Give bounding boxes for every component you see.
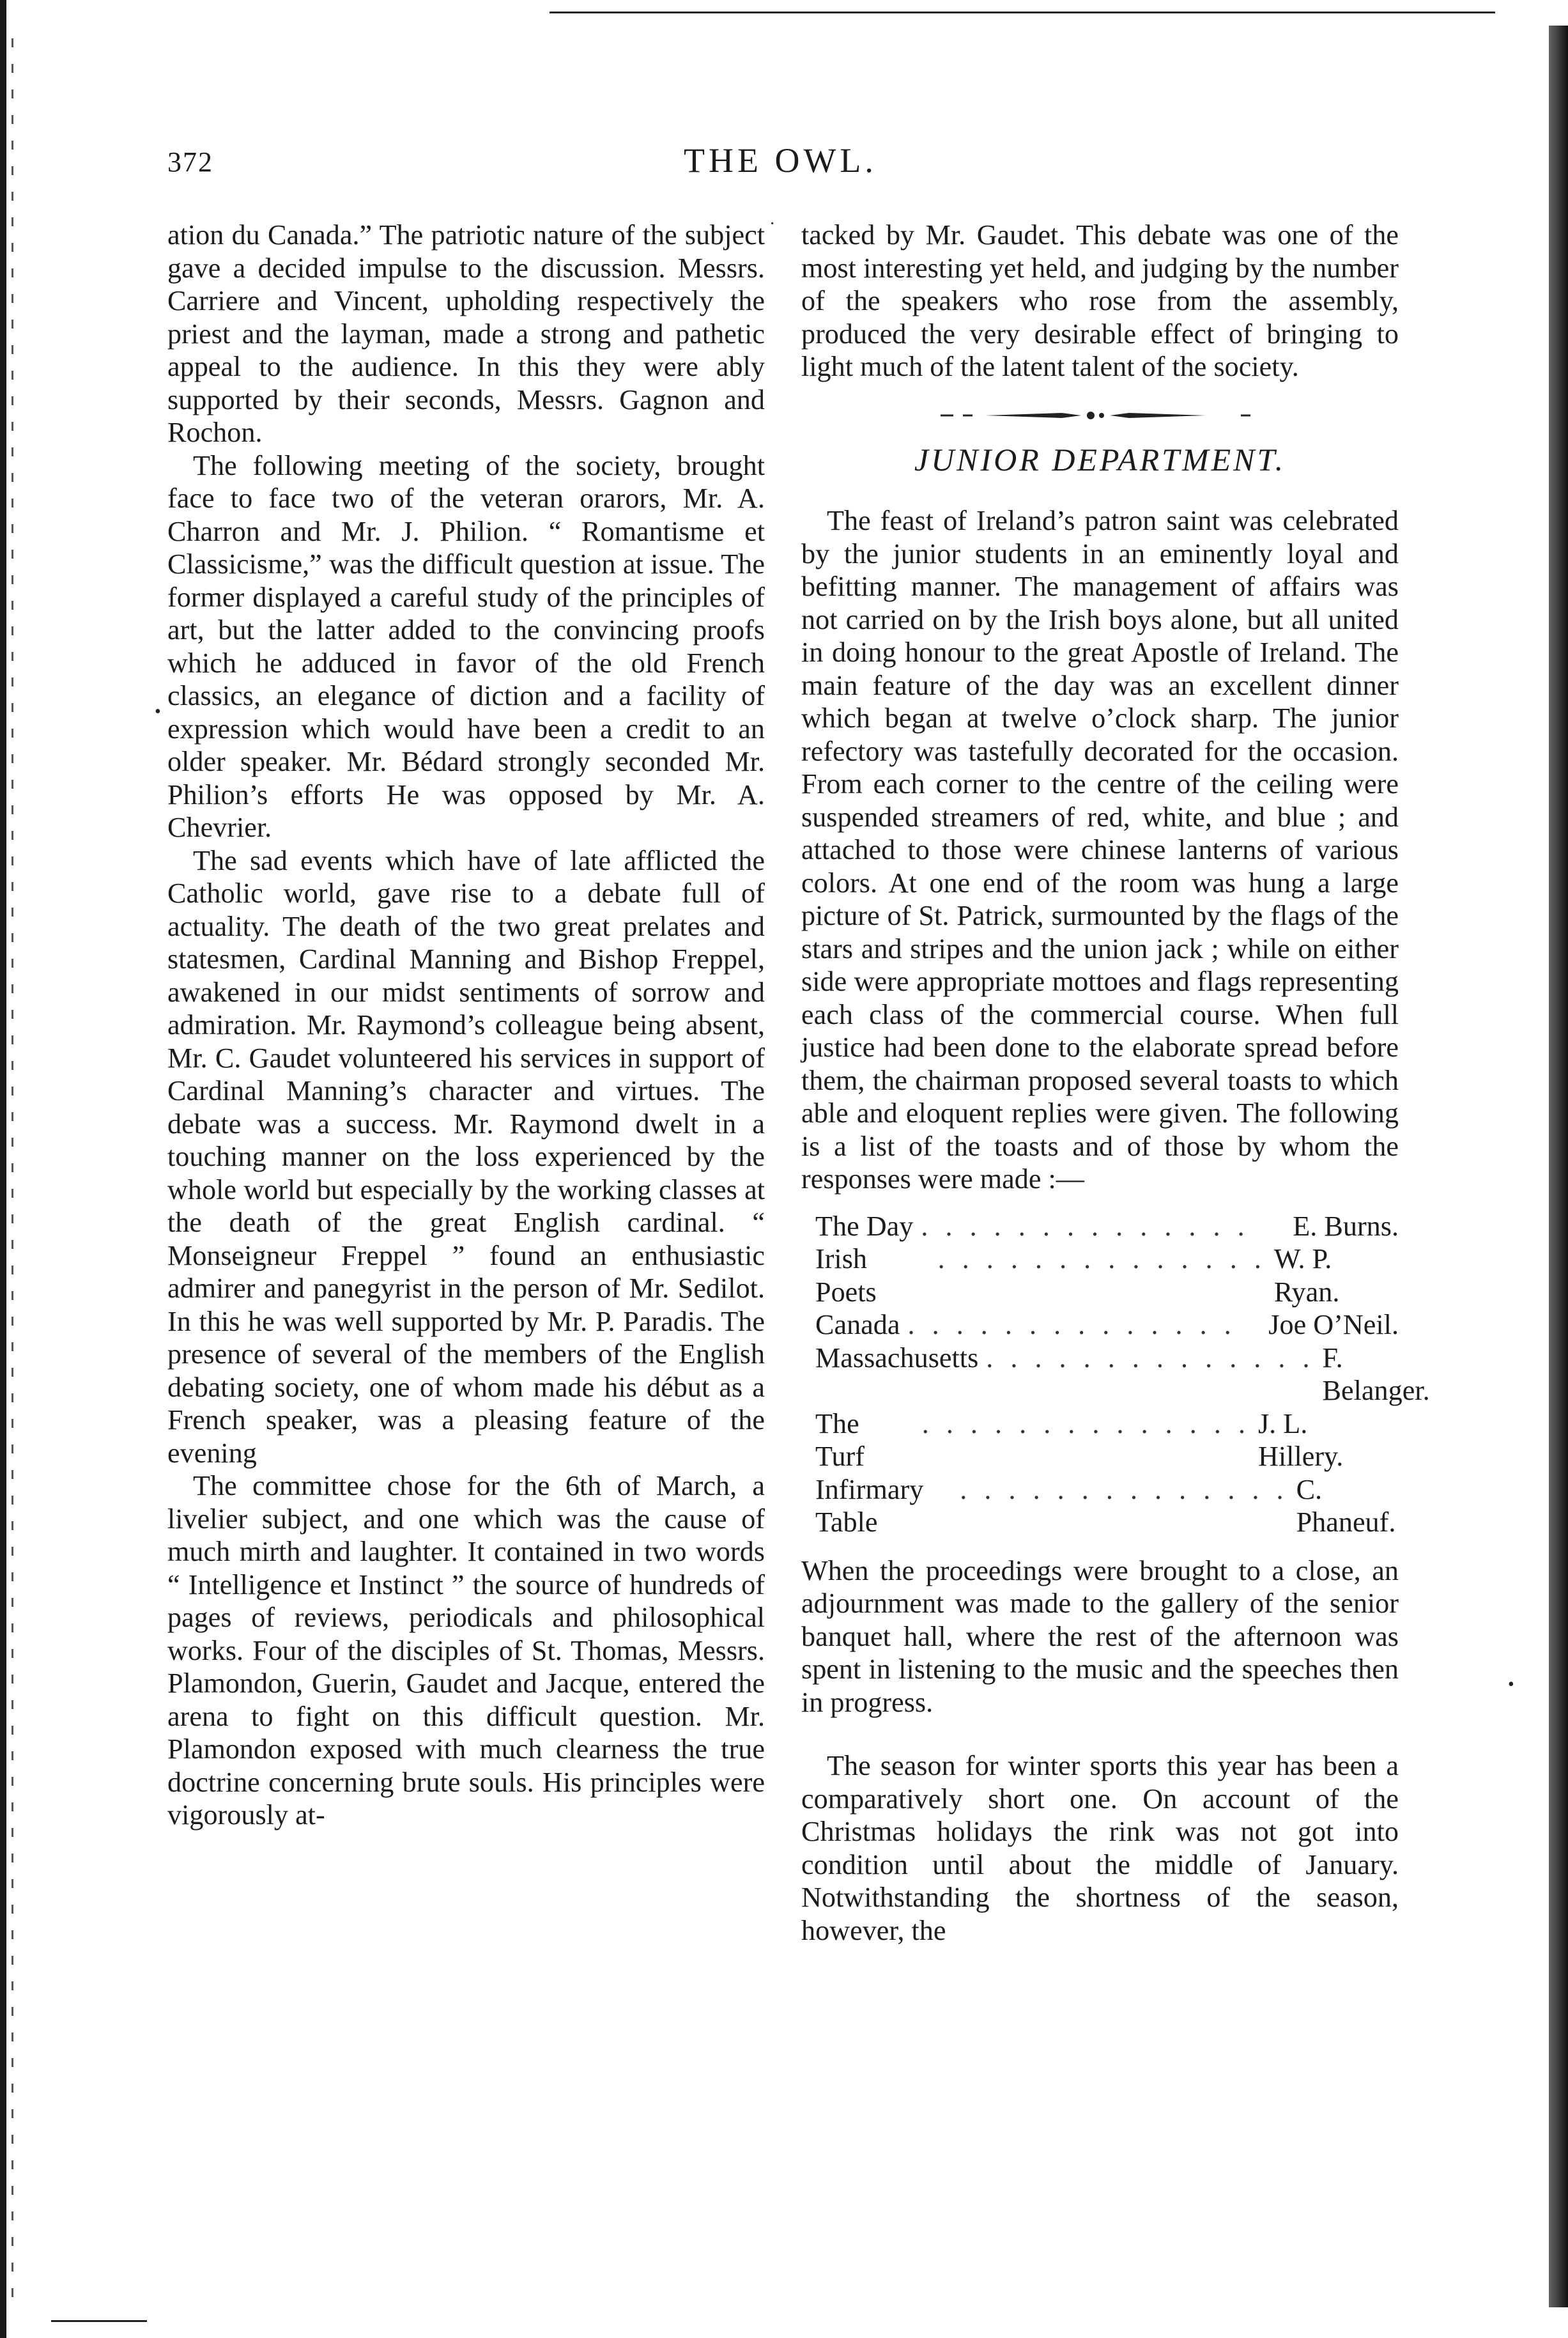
toast-row: The Day . . . . . . . . . . . . . . E. Burns. xyxy=(815,1210,1399,1242)
scan-edge-right xyxy=(1549,26,1568,2307)
paragraph-romantisme: The following meeting of the society, brought face to face two of the veteran orarors, Mr. A. Charron and Mr. J. Philion. “ Romantisme et Classicisme,” was the difficult question at issue. The former displayed a careful study of the principles of art, but the latter added to the convincing proofs which he adduced in favor of the old French classics, an elegance of diction and a facility of expression which would have been a credit to an older speaker. Mr. Bédard strongly seconded Mr. Philion’s efforts He was opposed by Mr. A. Chevrier. xyxy=(167,449,765,843)
scan-edge-left-marks xyxy=(12,38,13,2301)
toast-name: Irish Poets xyxy=(815,1243,877,1308)
toast-row: Infirmary Table . . . . . . . . . . . . . . C. Phaneuf. xyxy=(815,1473,1399,1539)
toast-name: The Day xyxy=(815,1210,914,1242)
stray-mark-icon: • xyxy=(1508,1675,1514,1694)
toast-name: Canada xyxy=(815,1309,900,1340)
toast-name: The Turf xyxy=(815,1407,865,1472)
toast-list xyxy=(801,1210,1430,1539)
paragraph-winter-sports: The season for winter sports this year has been a comparatively short one. On account of the Christmas holidays the rink was not got into condition until about the middle of January. Notwithstanding the shortness of the season, however, the xyxy=(801,1750,1399,1946)
ornamental-divider xyxy=(801,403,1399,428)
top-rule xyxy=(550,12,1495,13)
toast-responder: C. Phaneuf. xyxy=(1296,1473,1396,1538)
toast-responder: E. Burns. xyxy=(1293,1210,1399,1242)
paragraph-intelligence-instinct: The committee chose for the 6th of March, a livelier subject, and one which was the cause of much mirth and laughter. It contained in two words “ Intelligence et Instinct ” the source of hundreds of pages of reviews, periodicals and philosophical works. Four of the disciples of St. Thomas, Messrs. Plamondon, Guerin, Gaudet and Jacque, entered the arena to fight on this difficult question. Mr. Plamondon exposed with much clearness the true doctrine concerning brute souls. His principles were vigorously at- xyxy=(167,1470,765,1831)
toast-row: The Turf . . . . . . . . . . . . . . J. L. Hillery. xyxy=(815,1407,1399,1473)
paragraph-sad-events: The sad events which have of late afflicted the Catholic world, gave rise to a debate full of actuality. The death of the two great prelates and statesmen, Cardinal Manning and Bishop Freppel, awakened in our midst sentiments of sorrow and admiration. Mr. Raymond’s colleague being absent, Mr. C. Gaudet volunteered his services in support of Cardinal Manning’s character and virtues. The debate was a success. Mr. Raymond dwelt in a touching manner on the loss experienced by the whole world but especially by the working classes at the death of the great English cardinal. “ Monseigneur Freppel ” found an enthusiastic admirer and panegyrist in the person of Mr. Sedilot. In this he was well supported by Mr. P. Paradis. The presence of several of the members of the English debating society, one of whom made his début as a French speaker, was a pleasing feature of the evening xyxy=(167,844,765,1469)
stray-mark-icon: • xyxy=(155,702,161,722)
toast-responder: F. Belanger. xyxy=(1322,1342,1430,1406)
right-column xyxy=(801,219,1430,1947)
stray-mark-icon: · xyxy=(769,214,776,234)
footer-rule xyxy=(51,2320,147,2322)
toast-row: Canada . . . . . . . . . . . . . . Joe O’Neil. xyxy=(815,1309,1399,1340)
paragraph-feast: The feast of Ireland’s patron saint was celebrated by the junior students in an eminently loyal and befitting manner. The management of affairs was not carried on by the Irish boys alone, but all united in doing honour to the great Apostle of Ireland. The main feature of the day was an excellent dinner which began at twelve o’clock sharp. The junior refectory was tastefully decorated for the occasion. From each corner to the centre of the ceiling were suspended streamers of red, white, and blue ; and attached to those were chinese lanterns of various colors. At one end of the room was hung a large picture of St. Patrick, surmounted by the flags of the stars and stripes and the union jack ; while on either side were appropriate mottoes and flags representing each class of the commercial course. When full justice had been done to the elaborate spread before them, the chairman proposed several toasts to which able and eloquent replies were given. The following is a list of the toasts and of those by whom the responses were made :— xyxy=(801,505,1399,1195)
toast-name: Infirmary Table xyxy=(815,1473,924,1538)
paragraph-continuation: tacked by Mr. Gaudet. This debate was one of the most interesting yet held, and judging by the number of the speakers who rose from the assembly, produced the very desirable effect of bringing to light much of the latent talent of the society. xyxy=(801,219,1399,382)
left-column xyxy=(167,219,765,1832)
scan-edge-left xyxy=(0,0,6,2338)
toast-name: Massachusetts xyxy=(815,1342,979,1374)
running-title: THE OWL. xyxy=(684,141,877,180)
toast-responder: Joe O’Neil. xyxy=(1268,1309,1399,1340)
section-heading: JUNIOR DEPARTMENT. xyxy=(914,441,1286,477)
page-number: 372 xyxy=(167,146,213,178)
toast-row: Irish Poets . . . . . . . . . . . . . . W. P. Ryan. xyxy=(815,1243,1399,1308)
toast-responder: J. L. Hillery. xyxy=(1257,1407,1344,1472)
toast-responder: W. P. Ryan. xyxy=(1273,1243,1340,1308)
ornament-rule-icon xyxy=(934,408,1266,423)
toast-row: Massachusetts . . . . . . . . . . . . . . F. Belanger. xyxy=(815,1342,1430,1406)
paragraph-proceedings: When the proceedings were brought to a close, an adjournment was made to the gallery of the senior banquet hall, where the rest of the afternoon was spent in listening to the music and the speeches then in progress. xyxy=(801,1554,1399,1718)
paragraph-debate-canada: ation du Canada.” The patriotic nature of the subject gave a decided impulse to the discussion. Messrs. Carriere and Vincent, upholding respectively the priest and the layman, made a strong and pathetic appeal to the audience. In this they were ably supported by their seconds, Messrs. Gagnon and Rochon. xyxy=(167,219,765,448)
